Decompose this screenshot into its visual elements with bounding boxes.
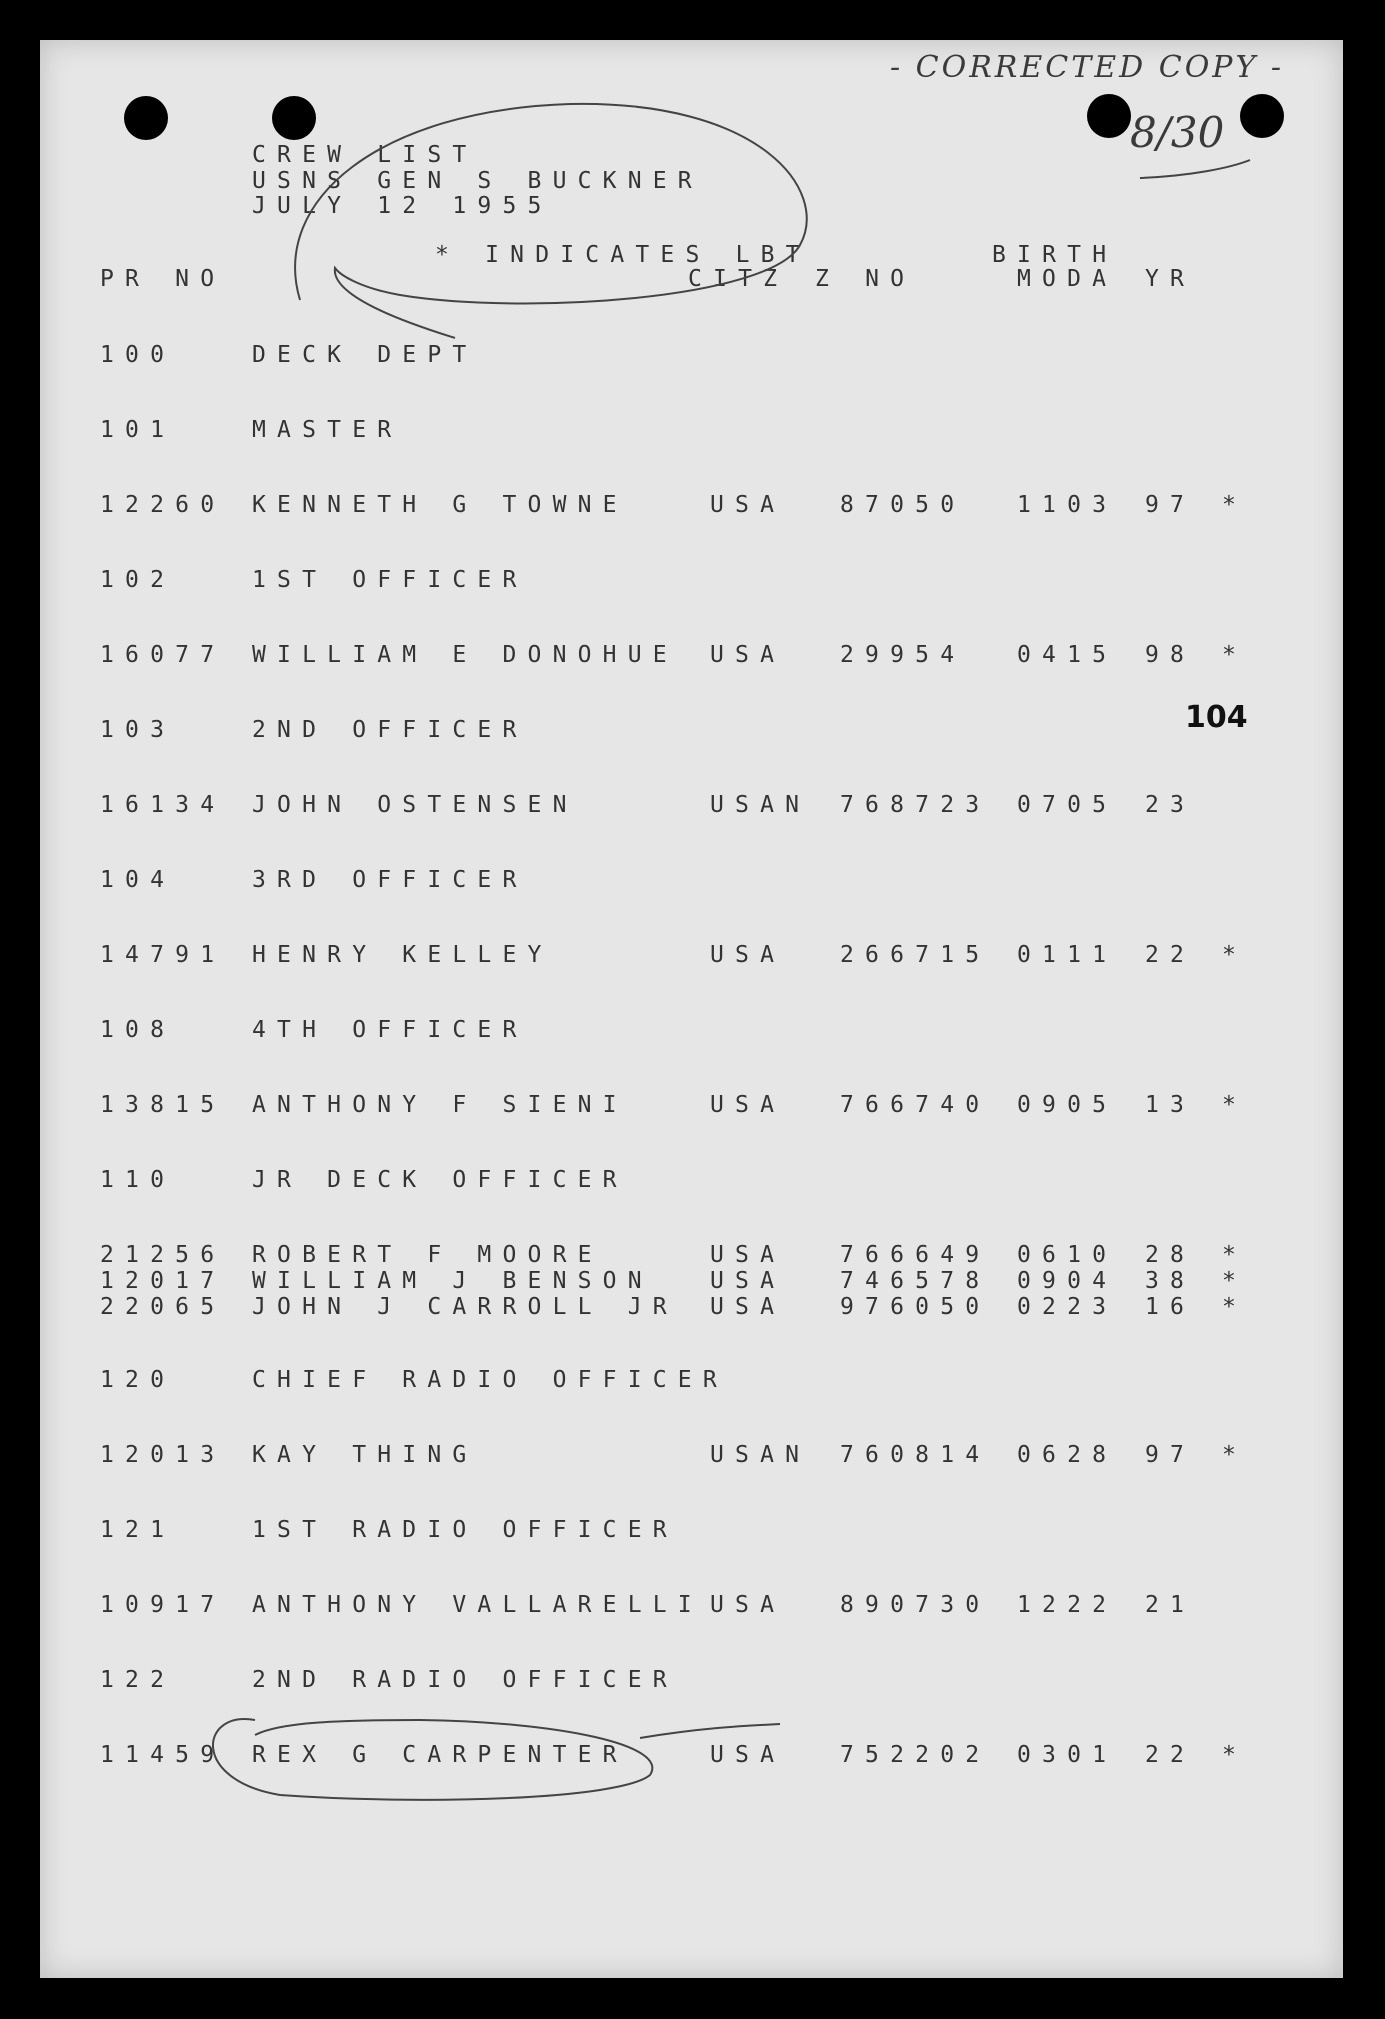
crew-z-no: 746578 xyxy=(840,1268,991,1294)
crew-citizenship: USA xyxy=(710,1242,786,1268)
crew-lbt-marker: * xyxy=(1222,1268,1248,1294)
crew-name: ANTHONY F SIENI xyxy=(252,1092,628,1118)
crew-lbt-marker: * xyxy=(1222,942,1248,968)
crew-pr-no: 16134 xyxy=(100,792,226,818)
crew-name: WILLIAM E DONOHUE xyxy=(252,642,678,668)
carpenter-line-mark xyxy=(640,1724,780,1738)
crew-name: ROBERT F MOORE xyxy=(252,1242,603,1268)
crew-pr-no: 12013 xyxy=(100,1442,226,1468)
section-title: 3RD OFFICER xyxy=(252,867,528,893)
crew-citizenship: USA xyxy=(710,1268,786,1294)
fraction-underline xyxy=(1140,160,1250,178)
column-pr-no: PR NO xyxy=(100,266,226,292)
section-title: 2ND RADIO OFFICER xyxy=(252,1667,678,1693)
crew-birth-moda: 0223 xyxy=(1017,1294,1118,1320)
section-title: DECK DEPT xyxy=(252,342,478,368)
crew-citizenship: USA xyxy=(710,942,786,968)
section-title: 2ND OFFICER xyxy=(252,717,528,743)
header-circle-mark xyxy=(295,104,807,338)
crew-birth-moda: 0628 xyxy=(1017,1442,1118,1468)
crew-birth-yr: 98 xyxy=(1145,642,1196,668)
crew-z-no: 266715 xyxy=(840,942,991,968)
crew-pr-no: 10917 xyxy=(100,1592,226,1618)
page-number: 104 xyxy=(1185,700,1248,735)
crew-birth-moda: 0904 xyxy=(1017,1268,1118,1294)
header-line-3: JULY 12 1955 xyxy=(252,193,553,219)
crew-z-no: 760814 xyxy=(840,1442,991,1468)
section-code: 121 xyxy=(100,1517,176,1543)
crew-pr-no: 22065 xyxy=(100,1294,226,1320)
crew-z-no: 766649 xyxy=(840,1242,991,1268)
crew-lbt-marker: * xyxy=(1222,1742,1248,1768)
crew-pr-no: 16077 xyxy=(100,642,226,668)
crew-name: ANTHONY VALLARELLI xyxy=(252,1592,703,1618)
section-title: 1ST OFFICER xyxy=(252,567,528,593)
section-code: 110 xyxy=(100,1167,176,1193)
crew-citizenship: USA xyxy=(710,492,786,518)
section-code: 103 xyxy=(100,717,176,743)
header-line-1: CREW LIST xyxy=(252,142,478,168)
section-title: 4TH OFFICER xyxy=(252,1017,528,1043)
crew-pr-no: 14791 xyxy=(100,942,226,968)
crew-birth-moda: 1103 xyxy=(1017,492,1118,518)
birth-label: BIRTH xyxy=(992,242,1118,268)
crew-citizenship: USA xyxy=(710,1294,786,1320)
crew-pr-no: 13815 xyxy=(100,1092,226,1118)
crew-birth-yr: 23 xyxy=(1145,792,1196,818)
section-code: 101 xyxy=(100,417,176,443)
crew-citizenship: USA xyxy=(710,1092,786,1118)
carpenter-circle-mark xyxy=(213,1719,652,1800)
crew-lbt-marker: * xyxy=(1222,1092,1248,1118)
crew-birth-yr: 38 xyxy=(1145,1268,1196,1294)
crew-name: KAY THING xyxy=(252,1442,478,1468)
crew-birth-moda: 1222 xyxy=(1017,1592,1118,1618)
section-title: 1ST RADIO OFFICER xyxy=(252,1517,678,1543)
corrected-copy-annotation: - CORRECTED COPY - xyxy=(890,50,1284,85)
crew-birth-yr: 22 xyxy=(1145,1742,1196,1768)
crew-birth-moda: 0301 xyxy=(1017,1742,1118,1768)
crew-birth-moda: 0111 xyxy=(1017,942,1118,968)
crew-name: WILLIAM J BENSON xyxy=(252,1268,653,1294)
crew-birth-yr: 21 xyxy=(1145,1592,1196,1618)
section-code: 122 xyxy=(100,1667,176,1693)
crew-citizenship: USA xyxy=(710,1742,786,1768)
crew-name: REX G CARPENTER xyxy=(252,1742,628,1768)
crew-name: JOHN J CARROLL JR xyxy=(252,1294,678,1320)
section-title: MASTER xyxy=(252,417,403,443)
crew-name: KENNETH G TOWNE xyxy=(252,492,628,518)
crew-z-no: 890730 xyxy=(840,1592,991,1618)
crew-lbt-marker: * xyxy=(1222,1442,1248,1468)
column-citz: CITZ xyxy=(688,266,789,292)
column-z-no: Z NO xyxy=(815,266,916,292)
crew-z-no: 976050 xyxy=(840,1294,991,1320)
crew-birth-yr: 22 xyxy=(1145,942,1196,968)
lbt-note: * INDICATES LBT xyxy=(435,242,811,268)
section-title: JR DECK OFFICER xyxy=(252,1167,628,1193)
crew-birth-yr: 28 xyxy=(1145,1242,1196,1268)
crew-lbt-marker: * xyxy=(1222,492,1248,518)
crew-birth-yr: 97 xyxy=(1145,1442,1196,1468)
crew-z-no: 29954 xyxy=(840,642,966,668)
section-code: 120 xyxy=(100,1367,176,1393)
crew-citizenship: USAN xyxy=(710,792,811,818)
crew-birth-moda: 0415 xyxy=(1017,642,1118,668)
crew-pr-no: 12260 xyxy=(100,492,226,518)
crew-z-no: 766740 xyxy=(840,1092,991,1118)
crew-name: HENRY KELLEY xyxy=(252,942,553,968)
crew-pr-no: 12017 xyxy=(100,1268,226,1294)
header-line-2: USNS GEN S BUCKNER xyxy=(252,168,703,194)
crew-pr-no: 11459 xyxy=(100,1742,226,1768)
crew-birth-moda: 0705 xyxy=(1017,792,1118,818)
crew-z-no: 752202 xyxy=(840,1742,991,1768)
crew-birth-yr: 16 xyxy=(1145,1294,1196,1320)
crew-lbt-marker: * xyxy=(1222,1294,1248,1320)
section-code: 104 xyxy=(100,867,176,893)
crew-lbt-marker: * xyxy=(1222,1242,1248,1268)
crew-pr-no: 21256 xyxy=(100,1242,226,1268)
column-yr: YR xyxy=(1145,266,1196,292)
crew-lbt-marker: * xyxy=(1222,642,1248,668)
crew-birth-moda: 0610 xyxy=(1017,1242,1118,1268)
crew-birth-moda: 0905 xyxy=(1017,1092,1118,1118)
section-code: 102 xyxy=(100,567,176,593)
page-fraction-annotation: 8/30 xyxy=(1130,108,1225,157)
crew-z-no: 768723 xyxy=(840,792,991,818)
section-code: 108 xyxy=(100,1017,176,1043)
crew-z-no: 87050 xyxy=(840,492,966,518)
section-title: CHIEF RADIO OFFICER xyxy=(252,1367,728,1393)
crew-name: JOHN OSTENSEN xyxy=(252,792,578,818)
section-code: 100 xyxy=(100,342,176,368)
column-moda: MODA xyxy=(1017,266,1118,292)
crew-citizenship: USA xyxy=(710,642,786,668)
crew-birth-yr: 13 xyxy=(1145,1092,1196,1118)
crew-citizenship: USA xyxy=(710,1592,786,1618)
crew-birth-yr: 97 xyxy=(1145,492,1196,518)
crew-citizenship: USAN xyxy=(710,1442,811,1468)
